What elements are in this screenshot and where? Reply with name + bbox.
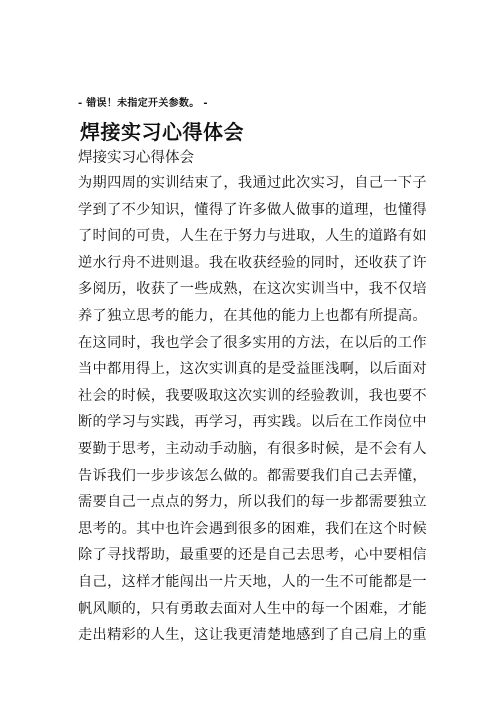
body-line: 要勤于思考，主动动手动脑，有很多时候，是不会有人 — [78, 440, 427, 457]
body-line: 当中都用得上，这次实训真的是受益匪浅啊，以后面对 — [78, 361, 427, 378]
body-line: 多阅历，收获了一些成熟，在这次实训当中，我不仅培 — [78, 281, 427, 298]
body-line: 为期四周的实训结束了，我通过此次实习，自己一下子 — [78, 175, 427, 191]
body-line: 在这同时，我也学会了很多实用的方法，在以后的工作 — [78, 334, 427, 351]
body-line: 告诉我们一步步该怎么做的。都需要我们自己去弄懂， — [78, 467, 427, 484]
body-line: 除了寻找帮助，最重要的还是自己去思考，心中要相信 — [78, 547, 427, 564]
body-line: 社会的时候，我要吸取这次实训的经验教训，我也要不 — [78, 387, 427, 404]
body-line: 断的学习与实践，再学习，再实践。以后在工作岗位中 — [78, 414, 427, 431]
body-text — [78, 170, 438, 649]
body-line: 需要自己一点点的努力，所以我们的每一步都需要独立 — [78, 494, 427, 511]
body-line: 走出精彩的人生，这让我更清楚地感到了自己肩上的重 — [78, 627, 427, 644]
error-message: - 错误！未指定开关参数。 - — [78, 98, 208, 109]
body-line: 思考的。其中也许会遇到很多的困难，我们在这个时候 — [78, 520, 427, 537]
body-line: 了时间的可贵，人生在于努力与进取，人生的道路有如 — [78, 228, 427, 245]
body-line: 帆风顺的，只有勇敢去面对人生中的每一个困难，才能 — [78, 600, 427, 617]
body-line: 养了独立思考的能力，在其他的能力上也都有所提高。 — [78, 307, 427, 324]
body-line: 自己，这样才能闯出一片天地，人的一生不可能都是一 — [78, 573, 427, 590]
document-subtitle: 焊接实习心得体会 — [78, 150, 194, 166]
body-line: 学到了不少知识，懂得了许多做人做事的道理，也懂得 — [78, 201, 427, 218]
document-title: 焊接实习心得体会 — [80, 120, 244, 144]
body-line: 逆水行舟不进则退。我在收获经验的同时，还收获了许 — [78, 254, 427, 271]
